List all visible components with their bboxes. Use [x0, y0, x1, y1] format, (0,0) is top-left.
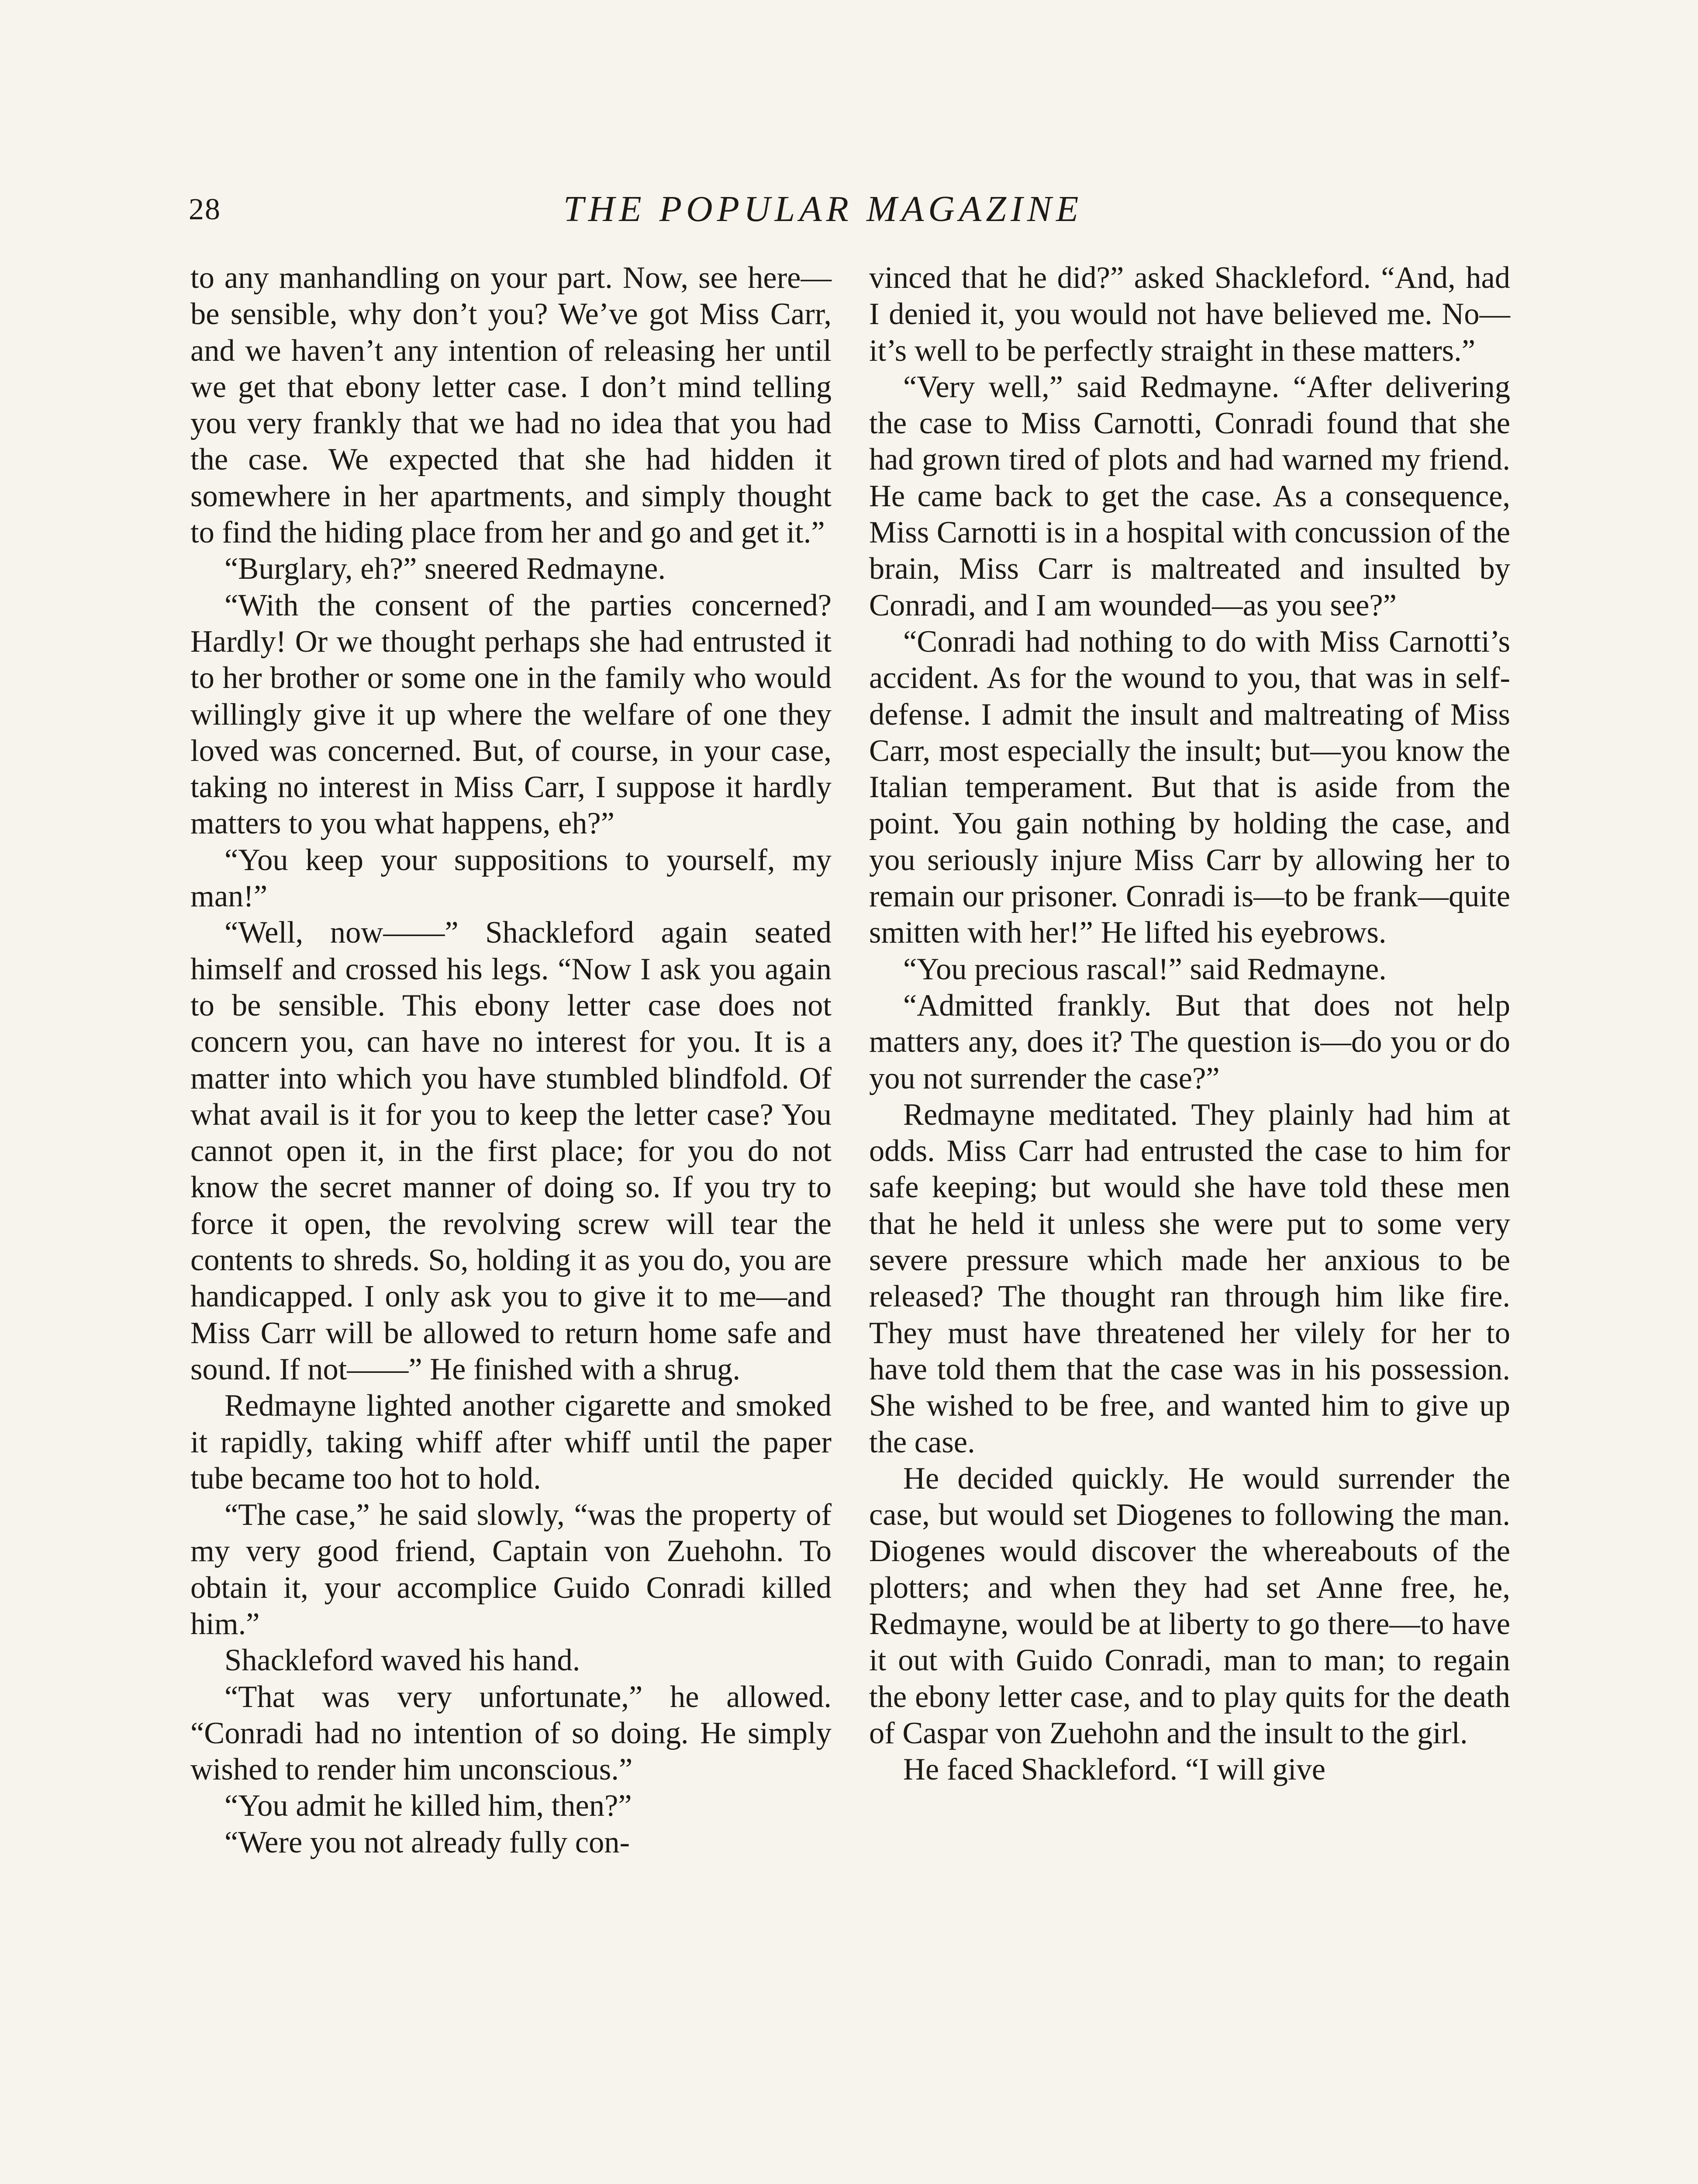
- right-column: [869, 260, 1510, 1788]
- paragraph: “Admitted frankly. But that does not help matters any, does it? The question is—do you or do you not surrender the case?”: [869, 988, 1510, 1095]
- paragraph: “You admit he killed him, then?”: [224, 1789, 632, 1823]
- running-head: THE POPULAR MAGAZINE: [563, 189, 1083, 229]
- paragraph: “Were you not already fully con-: [224, 1825, 630, 1859]
- paragraph: vinced that he did?” asked Shackleford. “And, had I denied it, you would not have believed me. No—it’s well to be perfectly straight in these matters.”: [869, 261, 1510, 368]
- page-number: 28: [189, 193, 221, 226]
- paragraph: “You keep your suppositions to yourself, my man!”: [190, 843, 832, 914]
- paragraph: “Conradi had nothing to do with Miss Carnotti’s accident. As for the wound to you, that was in self-defense. I admit the insult and maltreating of Miss Carr, most especially the insult; but—you know the Italian temperament. But that is aside from the point. You gain nothing by holding the case, and you seriously injure Miss Carr by allowing her to remain our prisoner. Conradi is—to be frank—quite smitten with her!” He lifted his eyebrows.: [869, 624, 1510, 950]
- paragraph: Redmayne lighted another cigarette and smoked it rapidly, taking whiff after whiff until the paper tube became too hot to hold.: [190, 1389, 832, 1496]
- paragraph: “That was very unfortunate,” he allowed. “Conradi had no intention of so doing. He simply wished to render him unconscious.”: [190, 1679, 832, 1787]
- left-column: [190, 260, 832, 1861]
- paragraph: He faced Shackleford. “I will give: [903, 1752, 1325, 1787]
- paragraph: Shackleford waved his hand.: [224, 1643, 580, 1678]
- paragraph: to any manhandling on your part. Now, see here—be sensible, why don’t you? We’ve got Miss Carr, and we haven’t any intention of releasing her until we get that ebony letter case. I don’t mind telling you very frankly that we had no idea that you had the case. We expected that she had hidden it somewhere in her apartments, and simply thought to find the hiding place from her and go and get it.”: [190, 261, 832, 550]
- paragraph: “Burglary, eh?” sneered Redmayne.: [224, 552, 666, 586]
- paragraph: “Well, now——” Shackleford again seated himself and crossed his legs. “Now I ask you again to be sensible. This ebony letter case does not concern you, can have no interest for you. It is a matter into which you have stumbled blindfold. Of what avail is it for you to keep the letter case? You cannot open it, in the first place; for you do not know the secret manner of doing so. If you try to force it open, the revolving screw will tear the contents to shreds. So, holding it as you do, you are handicapped. I only ask you to give it to me—and Miss Carr will be allowed to return home safe and sound. If not——” He finished with a shrug.: [190, 916, 832, 1386]
- paragraph: “With the consent of the parties concerned? Hardly! Or we thought perhaps she had entrusted it to her brother or some one in the family who would willingly give it up where the welfare of one they loved was concerned. But, of course, in your case, taking no interest in Miss Carr, I suppose it hardly matters to you what happens, eh?”: [190, 588, 832, 841]
- paragraph: “You precious rascal!” said Redmayne.: [903, 952, 1387, 986]
- paragraph: “The case,” he said slowly, “was the property of my very good friend, Captain von Zuehohn. To obtain it, your accomplice Guido Conradi killed him.”: [190, 1498, 832, 1641]
- paragraph: Redmayne meditated. They plainly had him at odds. Miss Carr had entrusted the case to him for safe keeping; but would she have told these men that he held it unless she were put to some very severe pressure which made her anxious to be released? The thought ran through him like fire. They must have threatened her vilely for her to have told them that the case was in his possession. She wished to be free, and wanted him to give up the case.: [869, 1097, 1510, 1459]
- paragraph: He decided quickly. He would surrender the case, but would set Diogenes to following the man. Diogenes would discover the whereabouts of the plotters; and when they had set Anne free, he, Redmayne, would be at liberty to go there—to have it out with Guido Conradi, man to man; to regain the ebony letter case, and to play quits for the death of Caspar von Zuehohn and the insult to the girl.: [869, 1461, 1510, 1750]
- paragraph: “Very well,” said Redmayne. “After delivering the case to Miss Carnotti, Conradi found that she had grown tired of plots and had warned my friend. He came back to get the case. As a consequence, Miss Carnotti is in a hospital with concussion of the brain, Miss Carr is maltreated and insulted by Conradi, and I am wounded—as you see?”: [869, 370, 1510, 622]
